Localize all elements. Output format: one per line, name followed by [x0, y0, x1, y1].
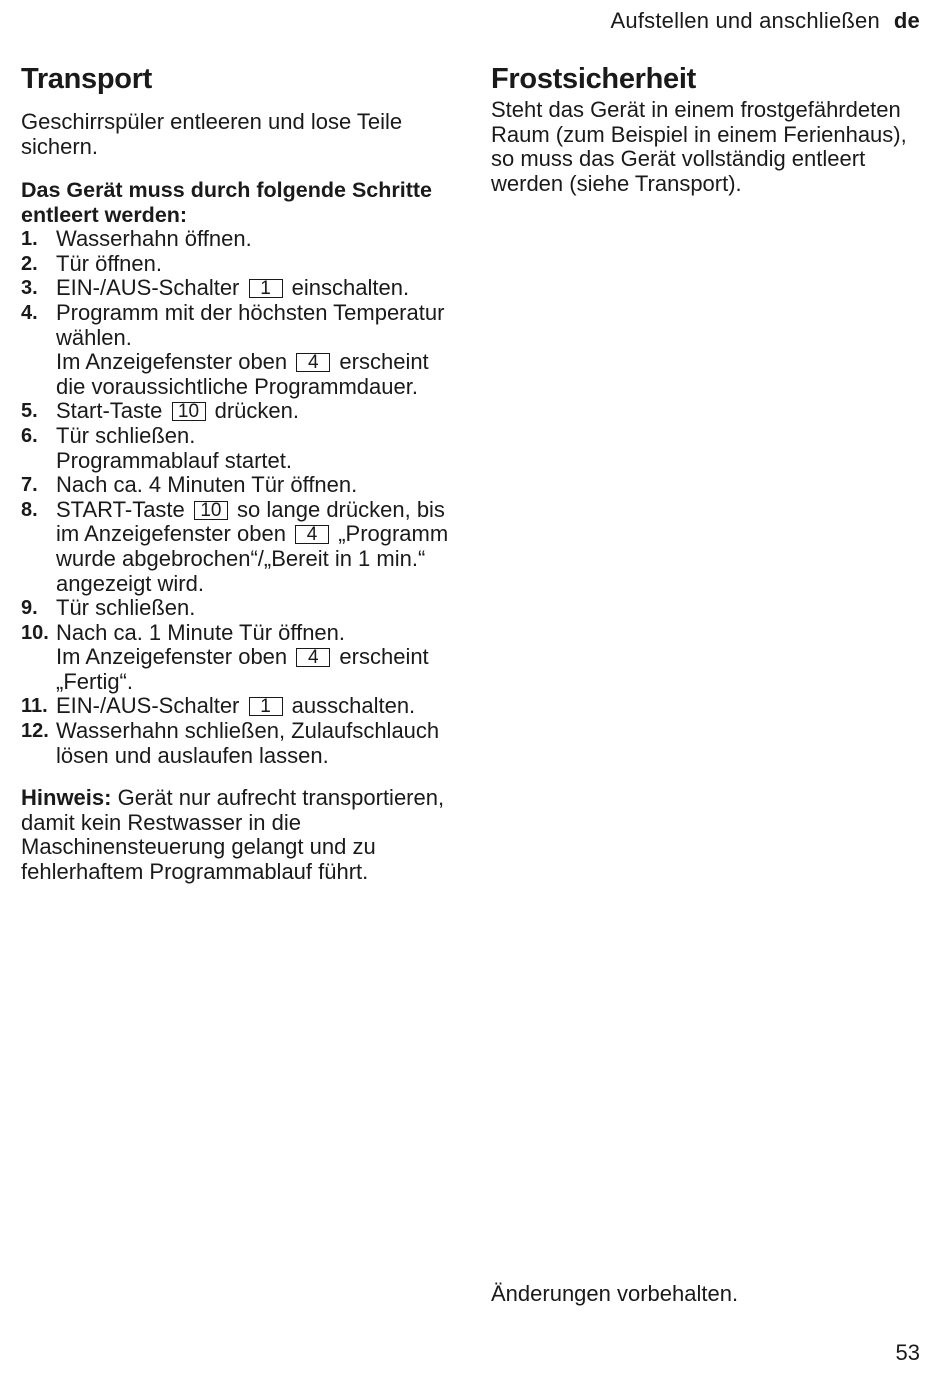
note-text: Gerät nur aufrecht transportieren, damit kein Restwasser in die Maschinensteuerung gelangt und zu fehlerhaftem Programmablauf führt.: [21, 785, 445, 885]
step-item: [21, 719, 451, 768]
step-number: 10.: [21, 621, 49, 644]
step-item: [21, 399, 451, 424]
step-number: 2.: [21, 252, 38, 275]
step-item: [21, 694, 451, 719]
step-text: Im Anzeigefenster oben: [56, 644, 288, 670]
key-symbol: 4: [296, 648, 330, 667]
step-text: Programm mit der höchsten Temperatur wählen.: [56, 299, 445, 350]
frost-section: [491, 60, 921, 196]
step-text: Nach ca. 1 Minute Tür öffnen.: [56, 619, 346, 645]
transport-section: [21, 60, 451, 885]
step-text: Tür schließen.: [56, 422, 196, 448]
step-number: 8.: [21, 498, 38, 521]
step-text: Tür öffnen.: [56, 250, 162, 276]
page-number: 53: [895, 1340, 920, 1365]
note-label: Hinweis:: [21, 785, 112, 811]
step-text: START-Taste: [56, 496, 185, 522]
step-text: Im Anzeigefenster oben: [56, 349, 288, 375]
step-number: 3.: [21, 277, 38, 300]
transport-intro: Geschirrspüler entleeren und lose Teile sichern.: [21, 109, 403, 159]
step-text: EIN-/AUS-Schalter: [56, 275, 240, 301]
step-item: [21, 596, 451, 621]
frost-heading: Frostsicherheit: [491, 63, 696, 95]
key-symbol: 4: [295, 525, 329, 544]
step-text: Nach ca. 4 Minuten Tür öffnen.: [56, 472, 358, 498]
note-paragraph: [21, 786, 451, 884]
key-symbol: 1: [249, 279, 283, 298]
frost-text: Steht das Gerät in einem frostgefährdeten Raum (zum Beispiel in einem Ferienhaus), so muss das Gerät vollständig entleert werden (siehe Transport).: [491, 97, 907, 196]
step-number: 5.: [21, 400, 38, 423]
step-item: [21, 252, 451, 277]
running-header: [611, 8, 920, 34]
step-text: einschalten.: [291, 275, 410, 301]
transport-heading: Transport: [21, 63, 153, 95]
key-symbol: 1: [249, 697, 283, 716]
key-symbol: 4: [296, 353, 330, 372]
section-title: Aufstellen und anschließen: [610, 8, 880, 33]
step-text: so lange drücken, bis im Anzeigefenster oben: [56, 496, 445, 547]
key-symbol: 10: [172, 402, 206, 421]
step-item: [21, 227, 451, 252]
step-text: Programmablauf startet.: [56, 447, 292, 473]
step-number: 7.: [21, 474, 38, 497]
step-text: drücken.: [214, 398, 300, 424]
key-symbol: 10: [194, 501, 228, 520]
step-text: Start-Taste: [56, 398, 163, 424]
step-item: [21, 276, 451, 301]
step-text: „Programm wurde abgebrochen“/„Bereit in 1 min.“ angezeigt wird.: [56, 521, 449, 596]
step-number: 4.: [21, 301, 38, 324]
steps-subheading: Das Gerät muss durch folgende Schritte entleert werden:: [21, 178, 432, 227]
step-text: Wasserhahn öffnen.: [56, 226, 252, 252]
steps-list: [21, 227, 451, 768]
step-item: [21, 301, 451, 399]
step-number: 1.: [21, 228, 38, 251]
step-item: [21, 424, 451, 473]
step-text: EIN-/AUS-Schalter: [56, 693, 240, 719]
step-text: Wasserhahn schließen, Zulaufschlauch lösen und auslaufen lassen.: [56, 718, 440, 768]
step-item: [21, 498, 451, 596]
changes-reserved-note: Änderungen vorbehalten.: [491, 1281, 739, 1306]
step-text: erscheint „Fertig“.: [56, 644, 429, 694]
step-number: 11.: [21, 695, 48, 718]
step-number: 6.: [21, 424, 38, 447]
step-text: Tür schließen.: [56, 595, 196, 621]
step-item: [21, 473, 451, 498]
step-number: 12.: [21, 720, 49, 743]
step-text: ausschalten.: [291, 693, 416, 719]
step-text: erscheint die voraussichtliche Programmdauer.: [56, 349, 429, 399]
step-item: [21, 621, 451, 695]
step-number: 9.: [21, 597, 38, 620]
language-code: de: [893, 8, 920, 33]
